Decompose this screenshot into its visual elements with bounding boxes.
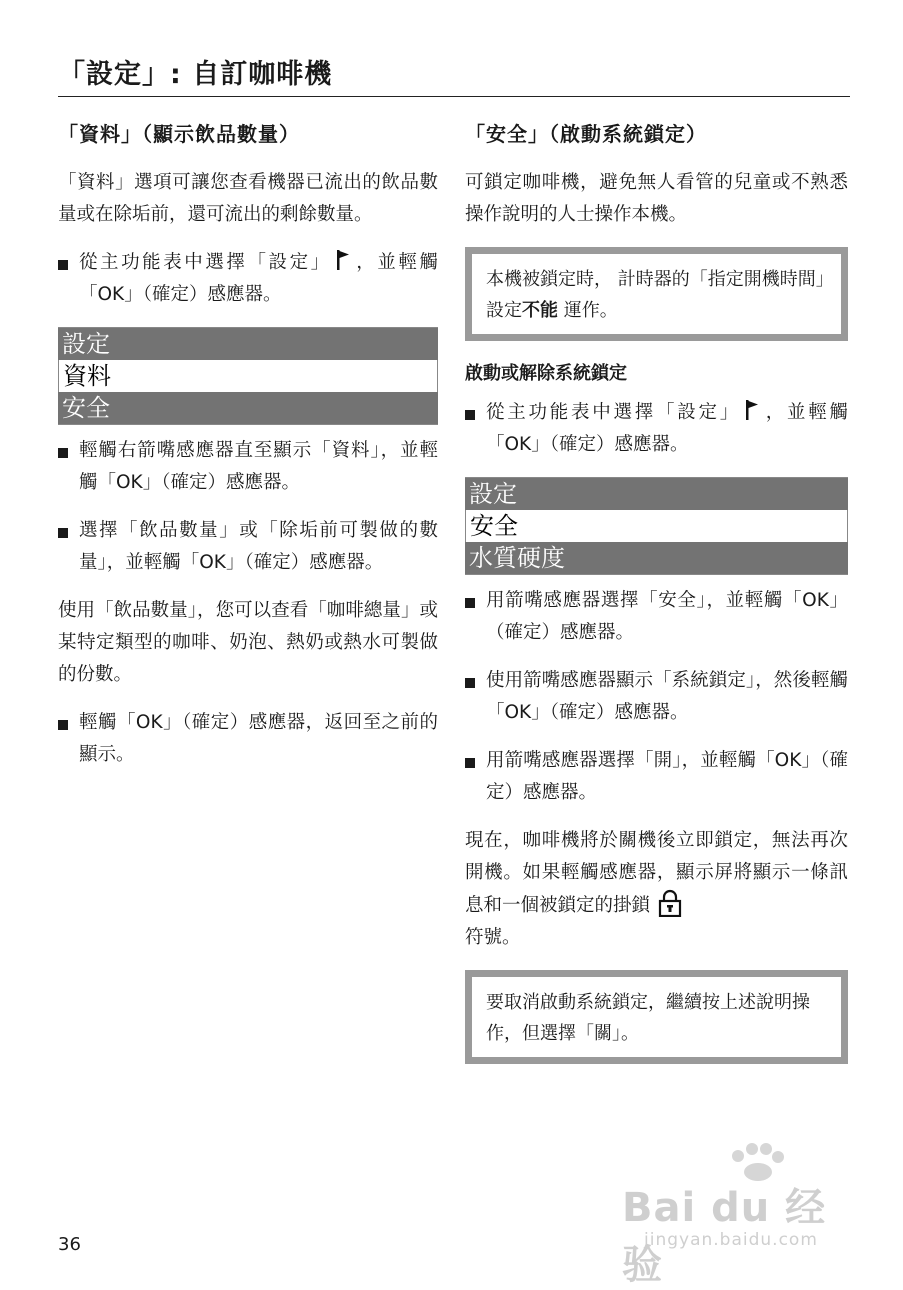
data-intro-paragraph: 「資料」選項可讓您查看機器已流出的飲品數量或在除垢前，還可流出的剩餘數量。 xyxy=(58,172,438,225)
paragraph-text: 符號。 xyxy=(465,927,521,948)
step-text: 從主功能表中選擇「設定」 xyxy=(79,252,332,273)
subheading-lock: 啟動或解除系統鎖定 xyxy=(465,363,627,384)
left-column xyxy=(58,118,438,787)
left-step-4 xyxy=(58,707,438,771)
left-step-3 xyxy=(58,515,438,579)
cancel-lock-note-box xyxy=(465,970,848,1064)
settings-flag-icon xyxy=(745,400,759,420)
bullet-square-icon xyxy=(58,528,68,538)
bullet-square-icon xyxy=(465,598,475,608)
menu-row-next: 安全 xyxy=(58,392,438,424)
right-step-1 xyxy=(465,397,848,461)
watermark-url: jingyan.baidu.com xyxy=(644,1230,818,1250)
menu-row-next: 水質硬度 xyxy=(465,542,848,574)
padlock-icon xyxy=(658,889,682,917)
menu-row-selected: 安全 xyxy=(465,510,848,542)
step-text: 使用箭嘴感應器顯示「系統鎖定」，然後輕觸「OK」（確定）感應器。 xyxy=(486,670,848,723)
left-step-2 xyxy=(58,435,438,499)
paragraph-text: 現在，咖啡機將於關機後立即鎖定，無法再次開機。如果輕觸感應器，顯示屏將顯示一條訊息和一個被鎖定的掛鎖 xyxy=(465,830,848,916)
step-text: ，並輕觸「OK」（確定）感應器。 xyxy=(486,402,848,455)
step-text: 選擇「飲品數量」或「除垢前可製做的數量」，並輕觸「OK」（確定）感應器。 xyxy=(79,520,438,573)
step-text: 輕觸右箭嘴感應器直至顯示「資料」，並輕觸「OK」（確定）感應器。 xyxy=(79,440,438,493)
bullet-square-icon xyxy=(465,758,475,768)
right-column xyxy=(465,118,848,1082)
bullet-square-icon xyxy=(58,448,68,458)
section-heading-security: 「安全」（啟動系統鎖定） xyxy=(465,122,707,146)
note-emphasis: 不能 xyxy=(522,300,558,321)
step-text: 用箭嘴感應器選擇「安全」，並輕觸「OK」（確定）感應器。 xyxy=(486,590,848,643)
display-menu xyxy=(58,327,438,425)
bullet-square-icon xyxy=(58,720,68,730)
display-menu xyxy=(465,477,848,575)
title-divider xyxy=(58,96,850,97)
step-text: 從主功能表中選擇「設定」 xyxy=(486,402,741,423)
right-step-2 xyxy=(465,585,848,649)
drink-count-paragraph: 使用「飲品數量」，您可以查看「咖啡總量」或某特定類型的咖啡、奶泡、熱奶或熱水可製做的份數。 xyxy=(58,600,438,685)
step-text: ，並輕觸「OK」（確定）感應器。 xyxy=(79,252,438,305)
note-text: 運作。 xyxy=(558,300,618,321)
step-text: 用箭嘴感應器選擇「開」，並輕觸「OK」（確定）感應器。 xyxy=(486,750,848,803)
bullet-square-icon xyxy=(465,678,475,688)
note-text: 要取消啟動系統鎖定，繼續按上述說明操作，但選擇「關」。 xyxy=(486,992,810,1044)
watermark-brand: Bai du 经验 xyxy=(622,1185,827,1288)
page-number: 36 xyxy=(58,1234,81,1255)
right-step-3 xyxy=(465,665,848,729)
bullet-square-icon xyxy=(58,260,68,270)
menu-row-header: 設定 xyxy=(465,478,848,510)
note-text: 本機被鎖定時， 計時器的「指定開機時間」設定 xyxy=(486,269,825,321)
page-title: 「設定」: 自訂咖啡機 xyxy=(58,59,333,90)
menu-row-selected: 資料 xyxy=(58,360,438,392)
left-step-1 xyxy=(58,247,438,311)
section-heading-data: 「資料」（顯示飲品數量） xyxy=(58,122,300,146)
step-text: 輕觸「OK」（確定）感應器，返回至之前的顯示。 xyxy=(79,712,438,765)
right-step-4 xyxy=(465,745,848,809)
timer-note-box xyxy=(465,247,848,341)
lock-result-paragraph xyxy=(465,825,848,954)
watermark xyxy=(622,1148,852,1288)
security-intro-paragraph: 可鎖定咖啡機，避免無人看管的兒童或不熟悉操作說明的人士操作本機。 xyxy=(465,172,848,225)
bullet-square-icon xyxy=(465,410,475,420)
menu-row-header: 設定 xyxy=(58,328,438,360)
settings-flag-icon xyxy=(336,250,350,270)
